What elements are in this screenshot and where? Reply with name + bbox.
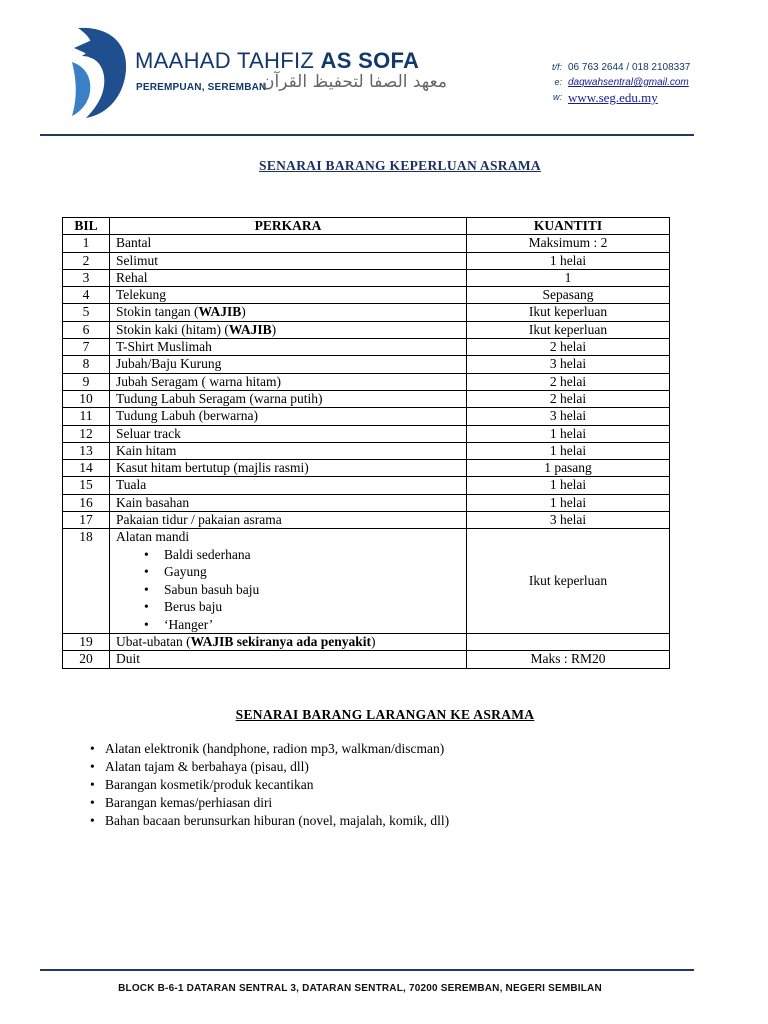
- header-divider: [40, 134, 694, 136]
- cell-bil: 12: [63, 425, 110, 442]
- cell-item: T-Shirt Muslimah: [110, 339, 467, 356]
- cell-item: [110, 321, 467, 338]
- table-header-row: [63, 218, 670, 235]
- mandatory-tag: WAJIB: [228, 321, 272, 337]
- cell-qty: 1 helai: [467, 494, 670, 511]
- cell-qty: 1 pasang: [467, 460, 670, 477]
- cell-qty: 1 helai: [467, 477, 670, 494]
- table-row: [63, 634, 670, 651]
- table-row: [63, 252, 670, 269]
- cell-bil: 2: [63, 252, 110, 269]
- phone-number: 06 763 2644 / 018 2108337: [568, 62, 691, 73]
- list-item: • Sabun basuh baju: [144, 581, 460, 599]
- cell-bil: 9: [63, 373, 110, 390]
- list-item: • Bahan bacaan berunsurkan hiburan (novel, majalah, komik, dll): [90, 812, 449, 830]
- table-row: [63, 477, 670, 494]
- table-row: [63, 494, 670, 511]
- footer-divider: [40, 969, 694, 971]
- cell-qty: 1 helai: [467, 252, 670, 269]
- cell-bil: 3: [63, 269, 110, 286]
- cell-bil: 10: [63, 390, 110, 407]
- cell-bil: 17: [63, 512, 110, 529]
- table-row: [63, 460, 670, 477]
- mandatory-tag: WAJIB sekiranya ada penyakit: [190, 634, 372, 650]
- footer-address: BLOCK B-6-1 DATARAN SENTRAL 3, DATARAN SENTRAL, 70200 SEREMBAN, NEGERI SEMBILAN: [118, 983, 602, 994]
- cell-qty: Ikut keperluan: [467, 529, 670, 634]
- table-row: [63, 390, 670, 407]
- cell-qty: 3 helai: [467, 408, 670, 425]
- cell-item: [110, 304, 467, 321]
- item-text-end: ): [271, 321, 277, 337]
- email-link[interactable]: daqwahsentral@gmail.com: [568, 77, 689, 88]
- cell-bil: 5: [63, 304, 110, 321]
- cell-bil: 16: [63, 494, 110, 511]
- cell-bil: 14: [63, 460, 110, 477]
- table-row: [63, 321, 670, 338]
- list-item: • Barangan kosmetik/produk kecantikan: [90, 776, 449, 794]
- item-text: Alatan mandi: [116, 529, 190, 545]
- cell-item: Rehal: [110, 269, 467, 286]
- prohibited-items-list: [90, 740, 449, 830]
- cell-qty: 1 helai: [467, 425, 670, 442]
- cell-item: Tudung Labuh (berwarna): [110, 408, 467, 425]
- cell-qty: Ikut keperluan: [467, 321, 670, 338]
- school-name: MAAHAD TAHFIZ AS SOFA: [135, 48, 420, 73]
- email-label: e:: [554, 77, 562, 87]
- cell-bil: 13: [63, 442, 110, 459]
- cell-item: Kain hitam: [110, 442, 467, 459]
- table-row: [63, 304, 670, 321]
- table-row: [63, 408, 670, 425]
- cell-item: Telekung: [110, 287, 467, 304]
- cell-qty: Sepasang: [467, 287, 670, 304]
- cell-bil: 15: [63, 477, 110, 494]
- cell-qty: Maks : RM20: [467, 651, 670, 668]
- cell-bil: 19: [63, 634, 110, 651]
- web-label: w:: [553, 92, 562, 102]
- cell-item: Bantal: [110, 235, 467, 252]
- table-row: [63, 512, 670, 529]
- header-kuantiti: KUANTITI: [467, 218, 670, 235]
- contact-phone-row: [522, 60, 690, 75]
- cell-item: Pakaian tidur / pakaian asrama: [110, 512, 467, 529]
- contact-web-row: [522, 90, 690, 105]
- required-items-table: [62, 217, 670, 669]
- table-row-toiletries: [63, 529, 670, 634]
- school-name-strong: AS SOFA: [320, 48, 420, 73]
- cell-bil: 8: [63, 356, 110, 373]
- list-item: • Baldi sederhana: [144, 546, 460, 564]
- list-item: • Gayung: [144, 563, 460, 581]
- cell-item: Seluar track: [110, 425, 467, 442]
- cell-bil: 6: [63, 321, 110, 338]
- cell-qty: 1: [467, 269, 670, 286]
- school-logo-icon: [68, 22, 130, 120]
- table-row: [63, 442, 670, 459]
- contact-block: [522, 60, 690, 105]
- cell-qty: 3 helai: [467, 512, 670, 529]
- cell-bil: 11: [63, 408, 110, 425]
- school-name-arabic: معهد الصفا لتحفيظ القرآن: [262, 72, 447, 92]
- cell-bil: 20: [63, 651, 110, 668]
- header-bil: BIL: [63, 218, 110, 235]
- list-item: • ‘Hanger’: [144, 616, 460, 634]
- cell-qty: Ikut keperluan: [467, 304, 670, 321]
- item-text: Ubat-ubatan (: [116, 634, 191, 650]
- cell-item: Tudung Labuh Seragam (warna putih): [110, 390, 467, 407]
- table-row: [63, 235, 670, 252]
- cell-qty: 3 helai: [467, 356, 670, 373]
- item-text: Stokin tangan (: [116, 304, 199, 320]
- contact-email-row: [522, 75, 690, 90]
- toiletries-list: [116, 546, 460, 634]
- cell-item: [110, 529, 467, 634]
- cell-item: Selimut: [110, 252, 467, 269]
- school-subtitle: PEREMPUAN, SEREMBAN: [136, 82, 267, 93]
- cell-item: Duit: [110, 651, 467, 668]
- cell-qty: 2 helai: [467, 390, 670, 407]
- cell-qty: [467, 634, 670, 651]
- header-perkara: PERKARA: [110, 218, 467, 235]
- cell-bil: 18: [63, 529, 110, 634]
- list-item: • Barangan kemas/perhiasan diri: [90, 794, 449, 812]
- prohibited-items-title: SENARAI BARANG LARANGAN KE ASRAMA: [235, 707, 535, 722]
- table-row: [63, 356, 670, 373]
- cell-bil: 7: [63, 339, 110, 356]
- item-text-end: ): [241, 304, 246, 320]
- cell-item: [110, 634, 467, 651]
- cell-item: Tuala: [110, 477, 467, 494]
- list-item: • Berus baju: [144, 598, 460, 616]
- list-item: • Alatan elektronik (handphone, radion mp3, walkman/discman): [90, 740, 449, 758]
- item-text: Stokin kaki (hitam) (: [116, 321, 229, 337]
- cell-qty: 2 helai: [467, 339, 670, 356]
- table-row: [63, 269, 670, 286]
- cell-item: Jubah/Baju Kurung: [110, 356, 467, 373]
- cell-item: Jubah Seragam ( warna hitam): [110, 373, 467, 390]
- website-link[interactable]: www.seg.edu.my: [568, 90, 658, 105]
- cell-qty: 2 helai: [467, 373, 670, 390]
- cell-qty: Maksimum : 2: [467, 235, 670, 252]
- cell-qty: 1 helai: [467, 442, 670, 459]
- item-text-end: ): [371, 634, 376, 650]
- table-row: [63, 339, 670, 356]
- cell-item: Kain basahan: [110, 494, 467, 511]
- phone-label: t/f:: [551, 62, 562, 72]
- required-items-title: SENARAI BARANG KEPERLUAN ASRAMA: [259, 158, 541, 173]
- cell-bil: 4: [63, 287, 110, 304]
- cell-bil: 1: [63, 235, 110, 252]
- cell-item: Kasut hitam bertutup (majlis rasmi): [110, 460, 467, 477]
- table-row: [63, 425, 670, 442]
- mandatory-tag: WAJIB: [198, 304, 242, 320]
- table-row: [63, 651, 670, 668]
- table-row: [63, 287, 670, 304]
- letterhead: [0, 0, 768, 135]
- list-item: • Alatan tajam & berbahaya (pisau, dll): [90, 758, 449, 776]
- table-row: [63, 373, 670, 390]
